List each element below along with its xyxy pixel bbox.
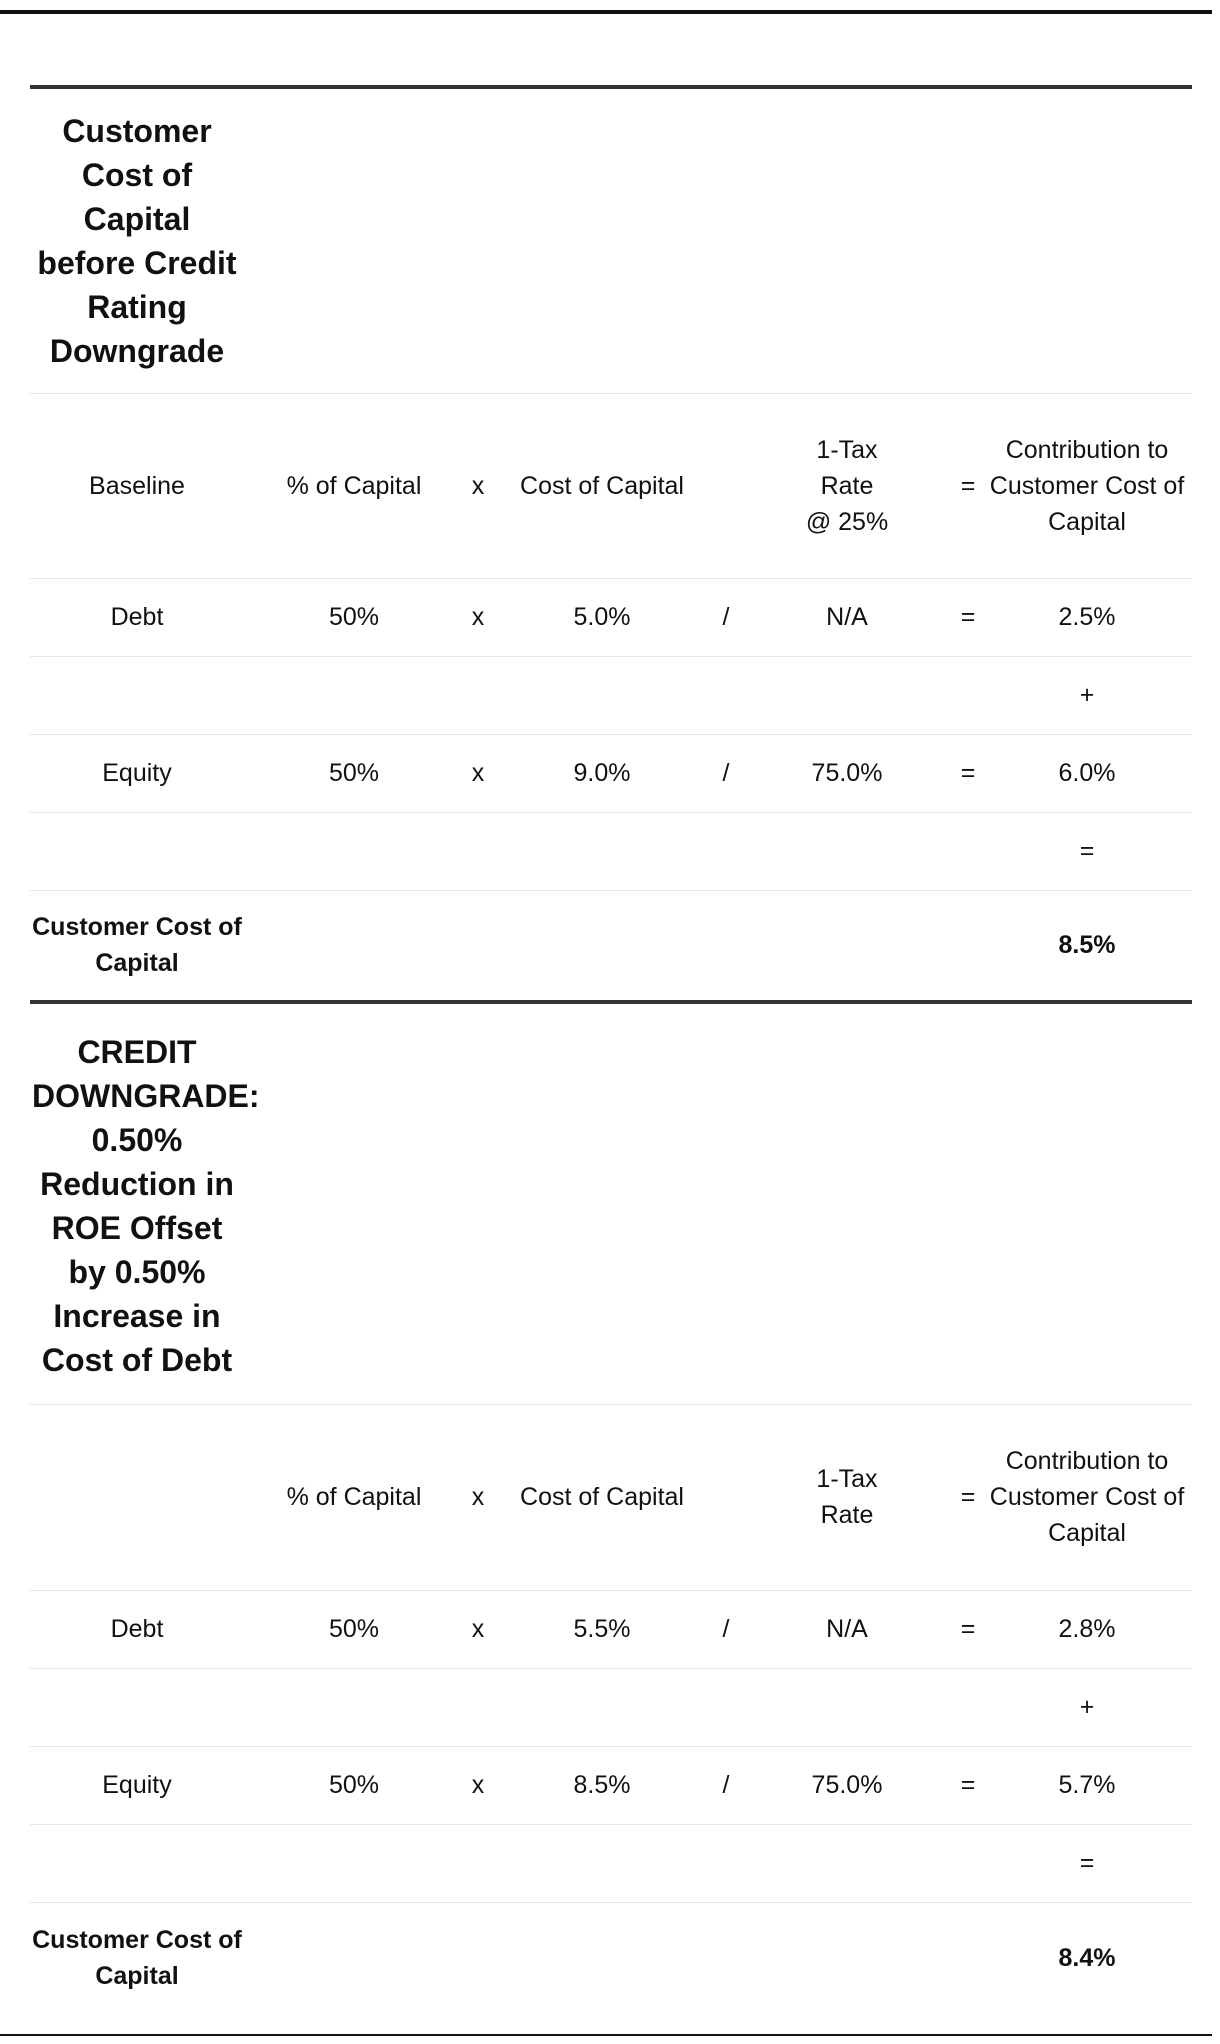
debt-cost: 5.5% — [492, 1590, 712, 1668]
debt-equals-sign: = — [954, 578, 982, 656]
header-cost-of-capital: Cost of Capital — [492, 393, 712, 578]
bottom-rule — [0, 2034, 1212, 2036]
equity-multiply-sign: x — [464, 1746, 492, 1824]
debt-pct: 50% — [244, 578, 464, 656]
debt-label: Debt — [30, 1590, 244, 1668]
section-title-row — [30, 1008, 1192, 1404]
equity-row — [30, 1746, 1192, 1824]
header-tax-rate — [740, 1404, 954, 1590]
equity-contribution: 5.7% — [982, 1746, 1192, 1824]
debt-multiply-sign: x — [464, 578, 492, 656]
plus-row — [30, 656, 1192, 734]
equity-cost: 8.5% — [492, 1746, 712, 1824]
section-title: CREDIT DOWNGRADE: 0.50% Reduction in ROE Offset by 0.50% Increase in Cost of Debt — [30, 1008, 244, 1404]
equity-label: Equity — [30, 1746, 244, 1824]
equals-row — [30, 812, 1192, 890]
equity-row — [30, 734, 1192, 812]
total-value: 8.4% — [1058, 1944, 1116, 1973]
equals-row — [30, 1824, 1192, 1902]
total-row — [30, 890, 1192, 1002]
header-label — [30, 1404, 244, 1590]
equity-pct: 50% — [244, 734, 464, 812]
section-title: Customer Cost of Capital before Credit Rating Downgrade — [30, 87, 244, 393]
total-row — [30, 1902, 1192, 2014]
debt-cost: 5.0% — [492, 578, 712, 656]
equals-sign: = — [982, 812, 1192, 890]
debt-row — [30, 1590, 1192, 1668]
debt-tax: N/A — [740, 578, 954, 656]
debt-contribution: 2.8% — [982, 1590, 1192, 1668]
equity-equals-sign: = — [954, 1746, 982, 1824]
equity-label: Equity — [30, 734, 244, 812]
equity-cost: 9.0% — [492, 734, 712, 812]
cost-of-capital-after-table — [30, 1008, 1192, 2014]
debt-label: Debt — [30, 578, 244, 656]
debt-tax: N/A — [740, 1590, 954, 1668]
header-cost-of-capital: Cost of Capital — [492, 1404, 712, 1590]
header-tax-line2: Rate — [820, 1501, 874, 1529]
header-multiply-sign: x — [464, 1404, 492, 1590]
header-tax-line1: 1-Tax — [816, 1465, 878, 1493]
header-row — [30, 1404, 1192, 1590]
top-rule — [0, 10, 1212, 14]
debt-equals-sign: = — [954, 1590, 982, 1668]
equity-tax: 75.0% — [740, 734, 954, 812]
header-pct-of-capital: % of Capital — [244, 393, 464, 578]
equals-sign: = — [982, 1824, 1192, 1902]
plus-sign: + — [982, 1668, 1192, 1746]
header-tax-rate — [740, 393, 954, 578]
header-multiply-sign: x — [464, 393, 492, 578]
header-baseline: Baseline — [30, 393, 244, 578]
total-value: 8.5% — [1058, 931, 1116, 960]
header-pct-of-capital: % of Capital — [244, 1404, 464, 1590]
equity-equals-sign: = — [954, 734, 982, 812]
debt-contribution: 2.5% — [982, 578, 1192, 656]
plus-row — [30, 1668, 1192, 1746]
debt-multiply-sign: x — [464, 1590, 492, 1668]
cost-of-capital-before-table — [30, 85, 1192, 1004]
debt-divide-sign: / — [712, 578, 740, 656]
header-equals-sign: = — [954, 393, 982, 578]
equity-tax: 75.0% — [740, 1746, 954, 1824]
equity-pct: 50% — [244, 1746, 464, 1824]
total-label: Customer Cost of Capital — [32, 1926, 242, 1991]
header-row — [30, 393, 1192, 578]
debt-divide-sign: / — [712, 1590, 740, 1668]
equity-multiply-sign: x — [464, 734, 492, 812]
header-contribution: Contribution to Customer Cost of Capital — [982, 1404, 1192, 1590]
section-title-row — [30, 87, 1192, 393]
equity-contribution: 6.0% — [982, 734, 1192, 812]
debt-pct: 50% — [244, 1590, 464, 1668]
header-tax-line1: 1-Tax — [816, 435, 878, 464]
header-equals-sign: = — [954, 1404, 982, 1590]
header-tax-line3: @ 25% — [805, 507, 889, 536]
total-label: Customer Cost of Capital — [32, 913, 242, 978]
header-tax-line2: Rate — [820, 471, 874, 500]
header-contribution: Contribution to Customer Cost of Capital — [982, 393, 1192, 578]
equity-divide-sign: / — [712, 734, 740, 812]
plus-sign: + — [982, 656, 1192, 734]
debt-row — [30, 578, 1192, 656]
equity-divide-sign: / — [712, 1746, 740, 1824]
